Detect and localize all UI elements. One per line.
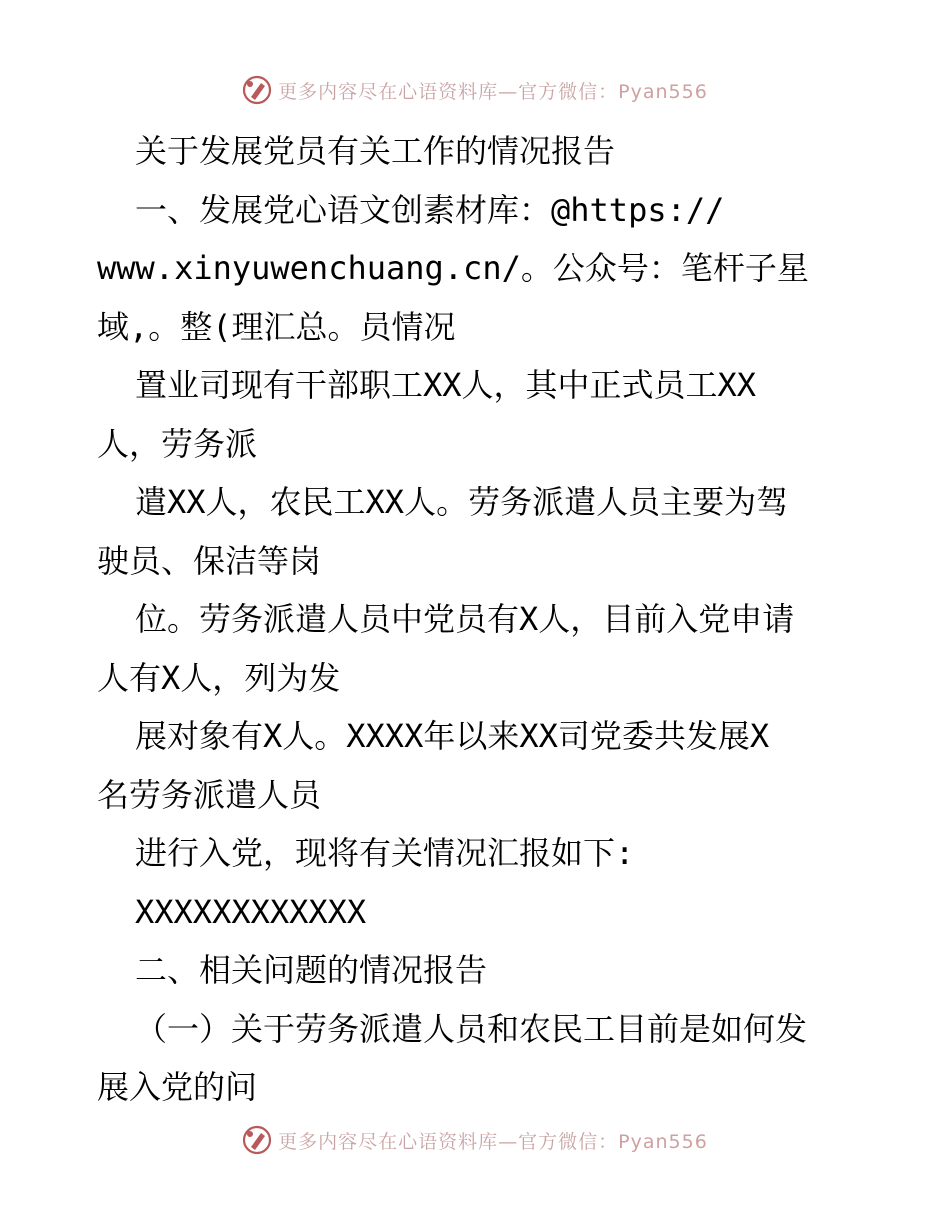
text-line: 人有X人，列为发: [97, 658, 341, 697]
header-banner-handle: Pyan556: [618, 80, 708, 103]
footer-banner-text: [278, 1127, 708, 1154]
text-line: 人，劳务派: [97, 424, 258, 463]
footer-banner-label: 更多内容尽在心语资料库—官方微信：: [278, 1130, 619, 1153]
text-line: www.xinyuwenchuang.cn/。公众号：笔杆子星: [97, 249, 809, 287]
text-line: 展入党的问: [97, 1068, 258, 1106]
header-banner-text: [278, 77, 708, 104]
footer-banner: [0, 1120, 950, 1160]
header-banner-label: 更多内容尽在心语资料库—官方微信：: [278, 80, 619, 103]
text-line: 名劳务派遣人员: [97, 775, 322, 814]
footer-banner-handle: Pyan556: [618, 1130, 708, 1153]
header-banner: [0, 70, 950, 110]
text-line: 位。劳务派遣人员中党员有X人，目前入党申请: [135, 600, 795, 638]
section-heading: 二、相关问题的情况报告: [135, 951, 488, 989]
text-line: 置业司现有干部职工XX人，其中正式员工XX: [135, 366, 757, 404]
text-line: 进行入党，现将有关情况汇报如下:: [135, 834, 635, 872]
text-line: 域,。整(理汇总。员情况: [97, 307, 456, 346]
document-body: [97, 122, 867, 1117]
text-line: 驶员、保洁等岗: [97, 541, 322, 580]
subsection-heading: （一）关于劳务派遣人员和农民工目前是如何发: [135, 1009, 808, 1048]
pen-nib-logo-icon: [242, 1125, 272, 1155]
text-line: 展对象有X人。XXXX年以来XX司党委共发展X: [135, 717, 770, 755]
text-line: XXXXXXXXXXXX: [135, 892, 367, 931]
text-line: 遣XX人，农民工XX人。劳务派遣人员主要为驾: [135, 483, 789, 521]
pen-nib-logo-icon: [242, 75, 272, 105]
text-line: 一、发展党心语文创素材库：@https://: [135, 190, 725, 229]
document-title: 关于发展党员有关工作的情况报告: [135, 132, 616, 170]
